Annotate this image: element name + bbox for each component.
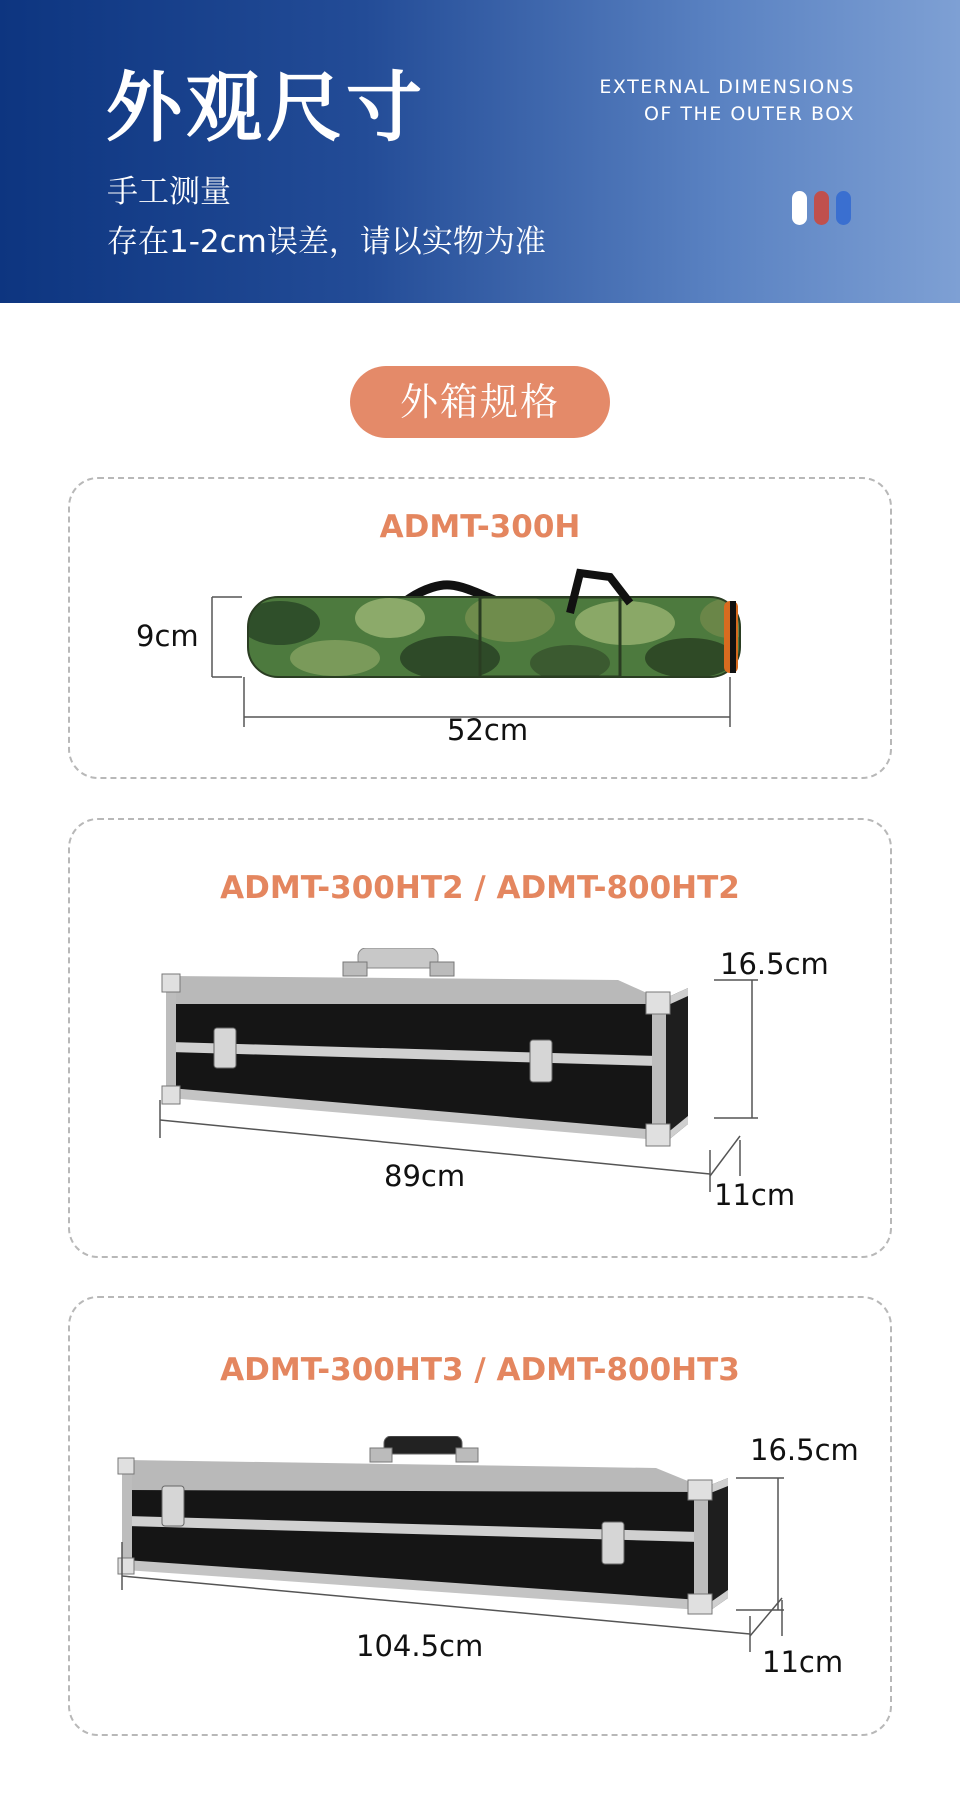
product-card-2 [68, 818, 892, 1258]
length-label: 52cm [447, 713, 529, 747]
page-title: 外观尺寸 [106, 63, 426, 152]
height-label: 16.5cm [720, 947, 829, 981]
header-banner [0, 0, 960, 303]
model-name: ADMT-300HT3 / ADMT-800HT3 [220, 1352, 740, 1388]
pill-blue-icon [836, 191, 851, 225]
model-name: ADMT-300H [379, 509, 581, 545]
english-title [599, 74, 855, 128]
tolerance-note: 存在1-2cm误差，请以实物为准 [107, 224, 546, 260]
english-title-line2: OF THE OUTER BOX [643, 103, 855, 125]
length-label: 104.5cm [356, 1629, 484, 1663]
pill-white-icon [792, 191, 807, 225]
product-card-3 [68, 1296, 892, 1736]
pill-red-icon [814, 191, 829, 225]
height-label: 9cm [136, 619, 199, 653]
length-label: 89cm [384, 1159, 466, 1193]
height-label: 16.5cm [750, 1433, 859, 1467]
product-card-1 [68, 477, 892, 779]
section-label: 外箱规格 [350, 366, 610, 438]
english-title-line1: EXTERNAL DIMENSIONS [599, 76, 855, 98]
measurement-note: 手工测量 [107, 174, 231, 210]
model-name: ADMT-300HT2 / ADMT-800HT2 [220, 870, 740, 906]
depth-label: 11cm [714, 1178, 796, 1212]
depth-label: 11cm [762, 1645, 844, 1679]
